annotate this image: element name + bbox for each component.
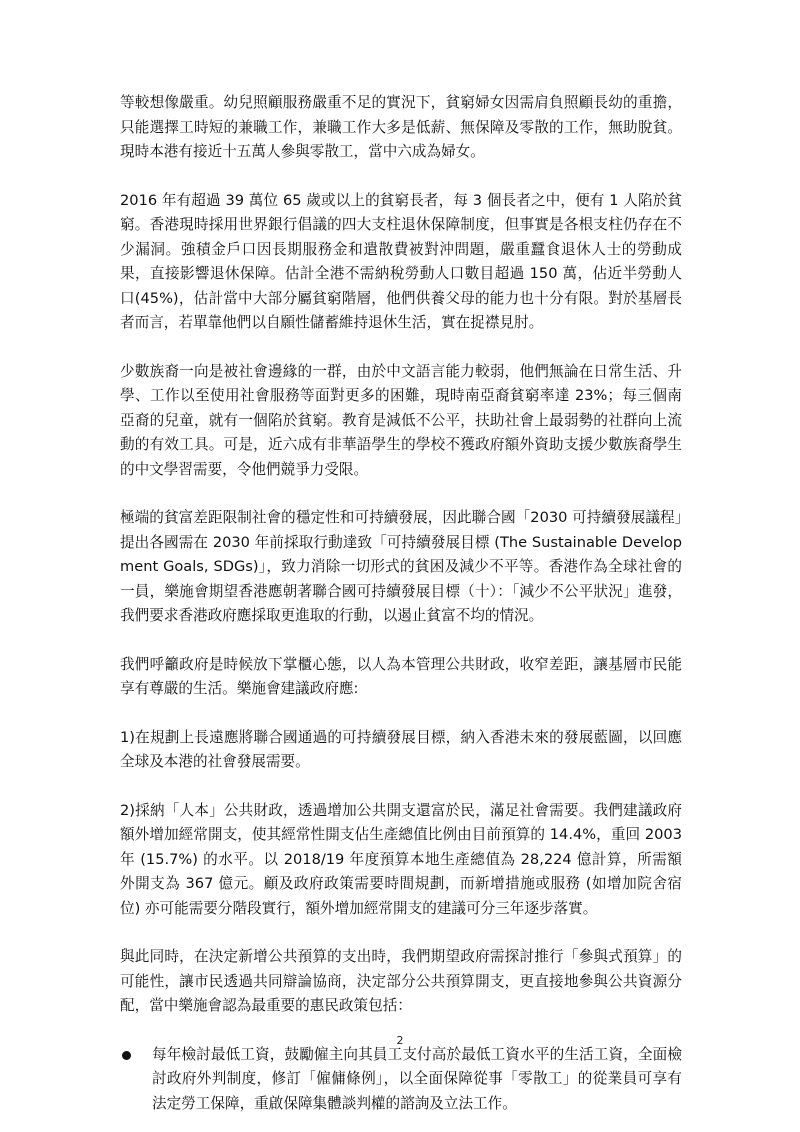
paragraph-call-to-government: 我們呼籲政府是時候放下掌櫃心態，以人為本管理公共財政，收窄差距，讓基層市民能享有尊嚴的生活。樂施會建議政府應: [120, 655, 682, 697]
paragraph-sdgs: 極端的貧富差距限制社會的穩定性和可持續發展，因此聯合國「2030 可持續發展議程」提出各國需在 2030 年前採取行動達致「可持續發展目標 (The Sustainable Development Goals, SDGs)」，致力消除一切形式的貧困及減少不平等。香港作為全球社會的一員，樂施會期望香港應朝著聯合國可持續發展目標（十）：「減少不公平狀況」進發，我們要求香港政府應採取更進取的行動，以遏止貧富不均的情況。 [120, 509, 682, 624]
bullet-text: 每年檢討最低工資，鼓勵僱主向其員工支付高於最低工資水平的生活工資，全面檢討政府外判制度，修訂「僱傭條例」，以全面保障從事「零散工」的從業員可享有法定勞工保障，重啟保障集體談判權的諮詢及立法工作。 [152, 1045, 682, 1112]
paragraph-recommendation-1: 1)在規劃上長遠應將聯合國通過的可持續發展目標，納入香港未來的發展藍圖，以回應全球及本港的社會發展需要。 [120, 728, 682, 770]
paragraph-ethnic-minorities: 少數族裔一向是被社會邊緣的一群，由於中文語言能力較弱，他們無論在日常生活、升學、工作以至使用社會服務等面對更多的困難，現時南亞裔貧窮率達 23%；每三個南亞裔的兒童，就有一個陷於貧窮。教育是減低不公平，扶助社會上最弱勢的社群向上流動的有效工具。可是，近六成有非華語學生的學校不獲政府額外資助支援少數族裔學生的中文學習需要，令他們競爭力受限。 [120, 362, 682, 478]
bullet-dot-icon [122, 1051, 131, 1060]
bullet-item-minimum-wage [120, 1043, 682, 1117]
document-body [120, 91, 682, 1116]
paragraph-participatory-budget: 與此同時，在決定新增公共預算的支出時，我們期望政府需探討推行「參與式預算」的可能性，讓市民透過共同辯論協商，決定部分公共預算開支，更直接地參與公共資源分配，當中樂施會認為最重要的惠民政策包括： [120, 948, 682, 1014]
page-number: 2 [396, 1034, 404, 1047]
paragraph-recommendation-2: 2)採納「人本」公共財政，透過增加公共開支還富於民，滿足社會需要。我們建議政府額外增加經常開支，使其經常性開支佔生產總值比例由目前預算的 14.4%，重回 2003 年 (15.7%) 的水平。以 2018/19 年度預算本地生產總值為 28,224 億計算，所需額外開支為 367 億元。顧及政府政策需要時間規劃，而新增措施或服務 (如增加院舍宿位) 亦可能需要分階段實行，額外增加經常開支的建議可分三年逐步落實。 [120, 801, 682, 917]
paragraph-childcare-women: 等較想像嚴重。幼兒照顧服務嚴重不足的實況下，貧窮婦女因需肩負照顧長幼的重擔，只能選擇工時短的兼職工作，兼職工作大多是低薪、無保障及零散的工作，無助脫貧。現時本港有接近十五萬人參與零散工，當中六成為婦女。 [120, 94, 682, 160]
paragraph-elderly-poverty: 2016 年有超過 39 萬位 65 歲或以上的貧窮長者，每 3 個長者之中，便有 1 人陷於貧窮。香港現時採用世界銀行倡議的四大支柱退休保障制度，但事實是各根支柱仍存在不少漏洞。強積金戶口因長期服務金和遣散費被對沖問題，嚴重蠶食退休人士的勞動成果，直接影響退休保障。估計全港不需納稅勞動人口數目超過 150 萬，佔近半勞動人口(45%)，估計當中大部分屬貧窮階層，他們供養父母的能力也十分有限。對於基層長者而言，若單靠他們以自願性儲蓄維持退休生活，實在捉襟見肘。 [120, 191, 682, 331]
